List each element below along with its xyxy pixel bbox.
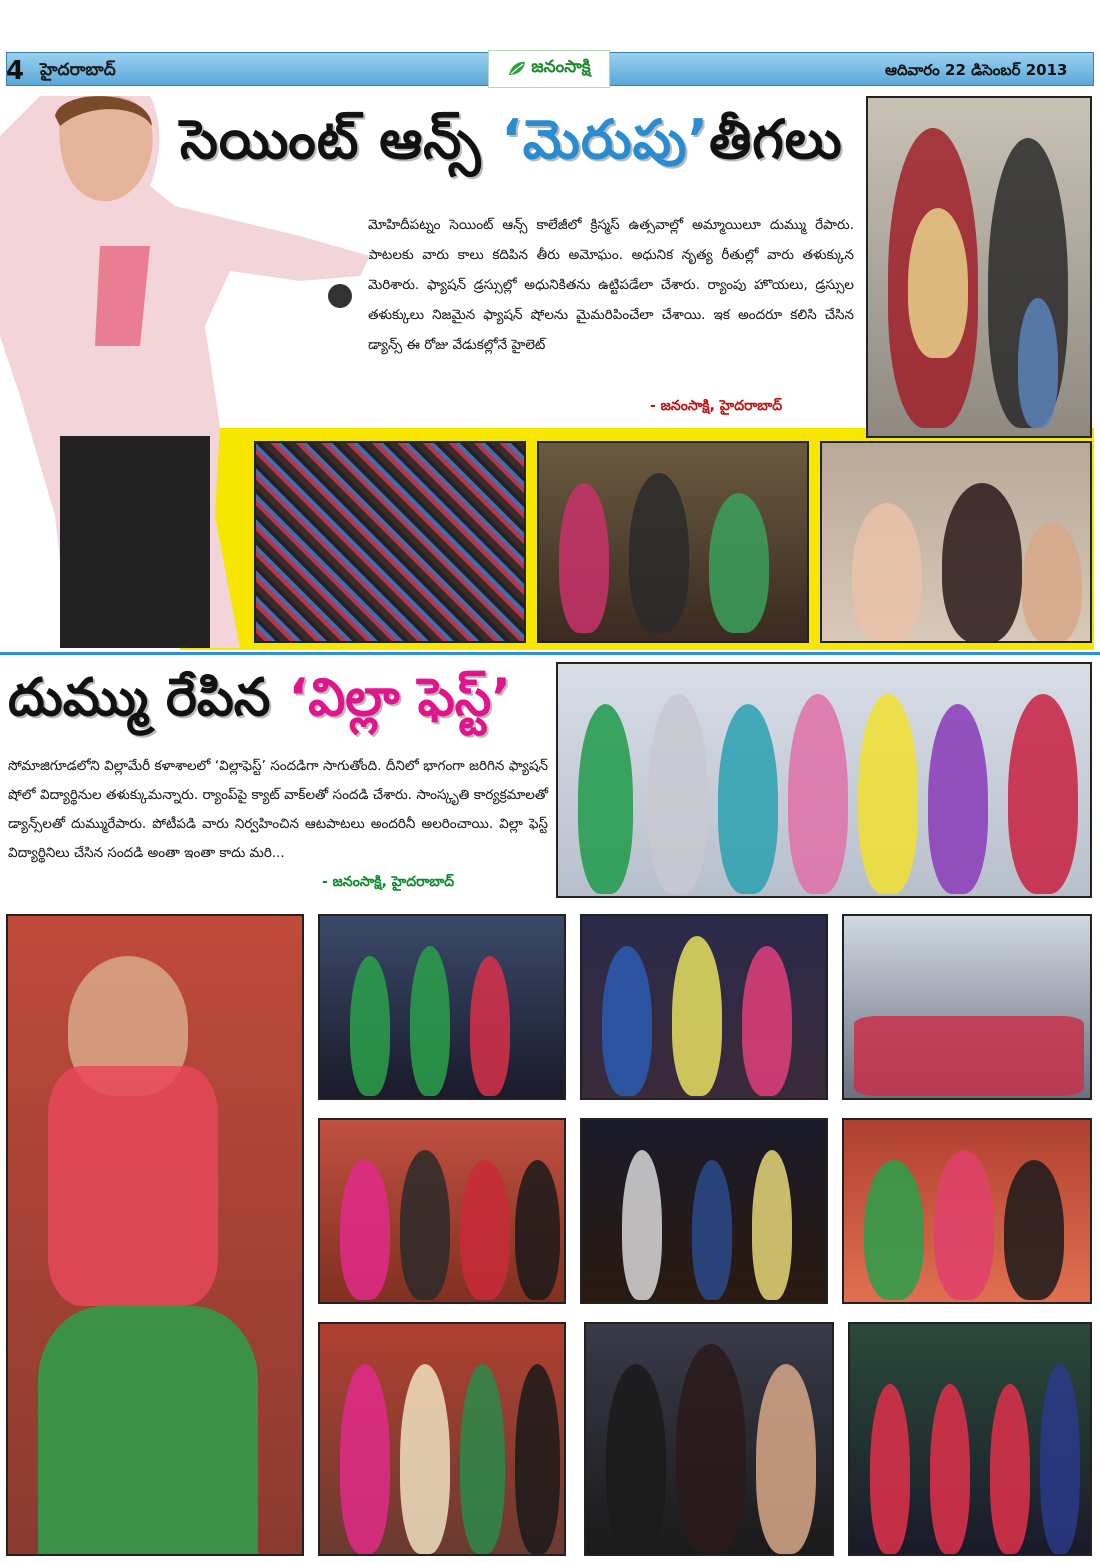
article2-credit: - జనంసాక్షి, హైదరాబాద్ xyxy=(322,874,455,890)
three-friends-photo xyxy=(584,1322,834,1556)
friends-group-photo xyxy=(318,1118,566,1304)
fashion-show-photo xyxy=(556,662,1092,898)
stage-dance-photo-1 xyxy=(318,914,566,1100)
dance-group-photo xyxy=(537,441,809,643)
article1-credit: - జనంసాక్షి, హైదరాబాద్ xyxy=(650,398,783,414)
edition-city: హైదరాబాద్ xyxy=(40,60,116,80)
article2-headline: దుమ్ము రేపిన ‘విల్లా ఫెస్ట్’ xyxy=(8,668,511,728)
article1-body: మోహిదీపట్నం సెయింట్ ఆన్స్ కాలేజీలో క్రిస్మస్ ఉత్సవాల్లో అమ్మాయిలూ దుమ్ము రేపారు. పాటలకు వారు కాలు కదిపిన తీరు అమోఘం. అధునిక నృత్య రీతుల్లో వారు తళుక్కున మెరిశారు. ఫ్యాషన్ డ్రస్సుల్లో అధునికితను ఉట్టిపడేలా చేశారు. ర్యాంపు హొయలు, డ్రస్సుల తళుక్కులు నిజమైన ఫ్యాషన్ షోలను మైమరిపించేలా చేశాయి. ఇక అందరూ కలిసి చేసిన డ్యాన్స్ ఈ రోజు వేడుకల్లోనే హైలెట్ xyxy=(368,217,854,353)
logo-text: జనంసాక్షి xyxy=(531,57,591,77)
girl-with-handbag-photo xyxy=(6,914,304,1556)
page-number: 4 xyxy=(6,56,25,86)
cheering-girls-photo xyxy=(820,441,1092,643)
issue-date: ఆదివారం 22 డిసెంబర్ 2013 xyxy=(885,61,1068,79)
newspaper-logo xyxy=(488,50,610,88)
article2-body: సోమాజిగూడలోని విల్లామేరీ కళాశాలలో ‘విల్లాఫెస్ట్’ సందడిగా సాగుతోంది. దీనిలో భాగంగా జరిగిన ఫ్యాషన్ షోలో విద్యార్థినుల తళుక్కుమన్నారు. ర్యాంప్‌పై క్యాట్ వాక్‌లతో సందడి చేశారు. సాంస్కృతి కార్యక్రమాలతో డ్యాన్స్‌లతో దుమ్మురేపారు. పోటీపడి వారు నిర్వహించిన ఆటపాటలు అందరినీ అలరించాయి. విల్లా ఫెస్ట్ విద్యార్థినిలు చేసిన సందడి అంతా ఇంతా కాదు మరి... xyxy=(8,758,548,861)
fashion-group-photo xyxy=(580,914,828,1100)
leaf-icon xyxy=(507,59,527,79)
dance-performance-photo xyxy=(848,1322,1092,1556)
stage-crowd-photo xyxy=(842,914,1092,1100)
colorful-outfits-photo xyxy=(842,1118,1092,1304)
article1-headline: సెయింట్ ఆన్స్ ‘మెరుపు’తీగలు xyxy=(180,108,843,171)
section-divider xyxy=(0,652,1100,655)
traditional-dress-photo xyxy=(318,1322,566,1556)
crowd-photo xyxy=(254,441,526,643)
dance-photo-top-right xyxy=(866,96,1092,438)
ramp-walk-photo xyxy=(580,1118,828,1304)
